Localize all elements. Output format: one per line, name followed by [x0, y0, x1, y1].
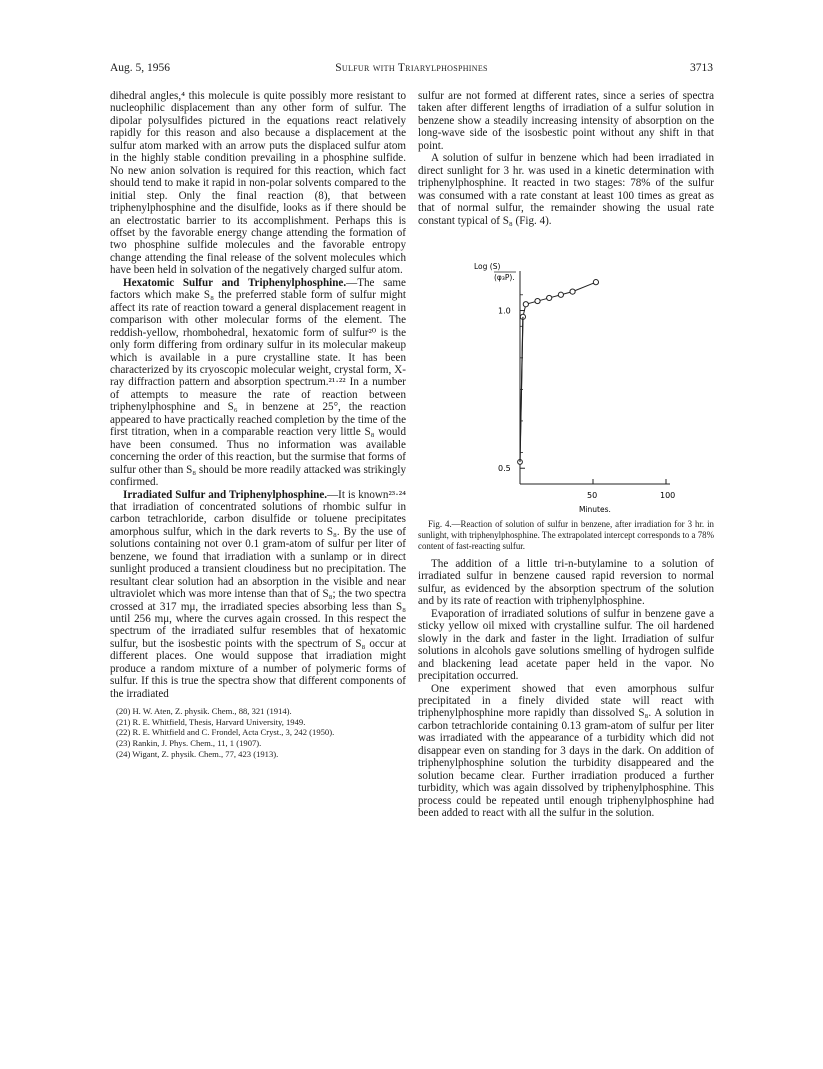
data-point [570, 289, 575, 294]
figure-caption [418, 519, 714, 552]
page-header [110, 62, 713, 78]
section-paragraph [110, 489, 406, 701]
data-point [535, 298, 540, 303]
header-title: Sulfur with Triarylphosphines [335, 62, 488, 74]
page-number: 3713 [690, 62, 713, 74]
section-heading: Hexatomic Sulfur and Triphenylphosphine. [123, 276, 347, 289]
footnote: (24) Wigant, Z. physik. Chem., 77, 423 (1913). [116, 748, 279, 759]
paragraph: dihedral angles,⁴ this molecule is quite possibly more resistant to nucleophilic displacement than any other form of sulfur. The dipolar polysulfides pictured in the equations react relatively rapidly for this reason and also because a displacement at the sulfur atom marked with an arrow puts the displaced sulfur atom in the highly stable condition prevailing in a phosphine sulfide. No new anion solvation is required for this reaction, which fact should tend to make it rapid in non-polar solvents compared to the initial step. Only the final reaction (8), that between triphenylphosphine and the disulfide, looks as if there should be an electrostatic barrier to its accomplishment. Perhaps this is offset by the favorable energy change attending the formation of two phosphine sulfide molecules and the favorable entropy change attending the final release of the solvent molecules which have been held in solvation of the negatively charged sulfur atom. [110, 90, 406, 277]
paragraph: sulfur are not formed at different rates, since a series of spectra taken after different lengths of irradiation of a sulfur solution in benzene show a steadily increasing intensity of absorption on the long-wave side of the isosbestic point without any shift in that point. [418, 90, 714, 152]
x-tick-label: 100 [660, 490, 676, 500]
footnote: (21) R. E. Whitfield, Thesis, Harvard University, 1949. [116, 716, 306, 727]
section-heading: Irradiated Sulfur and Triphenylphosphine. [123, 488, 328, 501]
data-line [520, 282, 596, 462]
footnote: (23) Rankin, J. Phys. Chem., 11, 1 (1907). [116, 737, 262, 748]
data-point [593, 280, 598, 285]
data-point [547, 295, 552, 300]
caption-text: Fig. 4.—Reaction of solution of sulfur in benzene, after irradiation for 3 hr. in sunlight, with triphenylphosphine. The extrapolated intercept corresponds to a 78% content of fast-reacting sulfur. [418, 518, 714, 551]
paragraph: One experiment showed that even amorphous sulfur precipitated in a finely divided state will react with triphenylphosphine more rapidly than dissolved S₈. A solution in carbon tetrachloride containing 0.13 gram-atom of sulfur per liter was irradiated with the appearance of a turbidity which did not disappear even on standing for 3 days in the dark. On addition of triphenylphosphine solution the turbidity disappeared and the solution became clear. Further irradiation produced a further turbidity, which was again dissolved by triphenylphosphine. This process could be repeated until enough triphenylphosphine had been added to react with all the sulfur in the solution. [418, 682, 714, 820]
header-date: Aug. 5, 1956 [110, 62, 171, 74]
section-text: —It is known²³·²⁴ that irradiation of concentrated solutions of rhombic sulfur in carbon tetrachloride, carbon disulfide or toluene precipitates amorphous sulfur, which in the dark reverts to S₈. By the use of solutions containing not over 0.1 gram-atom of sulfur per liter of benzene, we found that irradiation with a sunlamp or in direct sunlight produced a transient cloudiness but no precipitation. The resultant clear solution had an absorption in the visible and near ultraviolet which was more intense than that of S₈; the two spectra crossed at 317 mμ, the irradiated species absorbing less than S₈ until 256 mμ, where the curves again crossed. In this respect the spectrum of the irradiated sulfur resembles that of hexatomic sulfur, but the isosbestic points with the spectrum of S₈ occur at different places. One would suppose that irradiation might produce a random mixture of a number of polymeric forms of sulfur. If this is true the spectra show that different components of the irradiated [110, 488, 406, 700]
paragraph: The addition of a little tri-n-butylamine to a solution of irradiated sulfur in benzene caused rapid reversion to normal sulfur, as evidenced by the absorption spectrum of the solution and by its rate of reaction with triphenylphosphine. [418, 557, 714, 608]
paragraph: Evaporation of irradiated solutions of sulfur in benzene gave a sticky yellow oil mixed with crystalline sulfur. The oil hardened slowly in the dark and faster in the light. Irradiation of sulfur solutions in alcohols gave solutions smelling of hydrogen sulfide and blackening lead acetate paper held in the vapor. No precipitation occurred. [418, 607, 714, 683]
x-tick-label: 50 [587, 490, 598, 500]
footnote: (20) H. W. Aten, Z. physik. Chem., 88, 321 (1914). [116, 706, 292, 717]
section-paragraph [110, 277, 406, 489]
figure-4 [418, 239, 714, 519]
data-point [523, 302, 528, 307]
paragraph: A solution of sulfur in benzene which had been irradiated in direct sunlight for 3 hr. was used in a kinetic determination with triphenylphosphine. It reacted in two stages: 78% of the sulfur was consumed with a rate constant at least 100 times as great as that of normal sulfur, the remainder showing the usual rate constant typical of S₈ (Fig. 4). [418, 152, 714, 227]
right-column [418, 90, 714, 820]
y-tick-label: 1.0 [498, 306, 511, 316]
footnotes [110, 706, 406, 759]
footnote: (22) R. E. Whitfield and C. Frondel, Acta Cryst., 3, 242 (1950). [116, 727, 335, 738]
data-point [558, 292, 563, 297]
left-column [110, 90, 406, 759]
y-axis-label: Log (S) [474, 261, 501, 271]
x-axis-label: Minutes. [579, 504, 611, 514]
section-text: —The same factors which make S₈ the preferred stable form of sulfur might affect its rate of reaction toward a general displacement reagent in comparison with other molecular forms of the element. The reddish-yellow, rhombohedral, hexatomic form of sulfur²⁰ is the only form differing from ordinary sulfur in its molecular makeup which is available in a pure crystalline state. It has been characterized by its cryoscopic molecular weight, crystal form, X-ray diffraction pattern and absorption spectrum.²¹·²² In a number of attempts to measure the rate of reaction between triphenylphosphine and S₆ in benzene at 25°, the reaction appeared to have practically reached completion by the time of the first titration, when in a comparable reaction very little S₈ would have been consumed. Thus no information was available concerning the order of this reaction, but the surmise that forms of sulfur other than S₈ should be more readily attacked was strikingly confirmed. [110, 276, 406, 489]
y-axis-label-denominator: (φ₃P). [494, 272, 515, 282]
kinetics-plot [418, 239, 714, 519]
y-tick-label: 0.5 [498, 464, 511, 474]
